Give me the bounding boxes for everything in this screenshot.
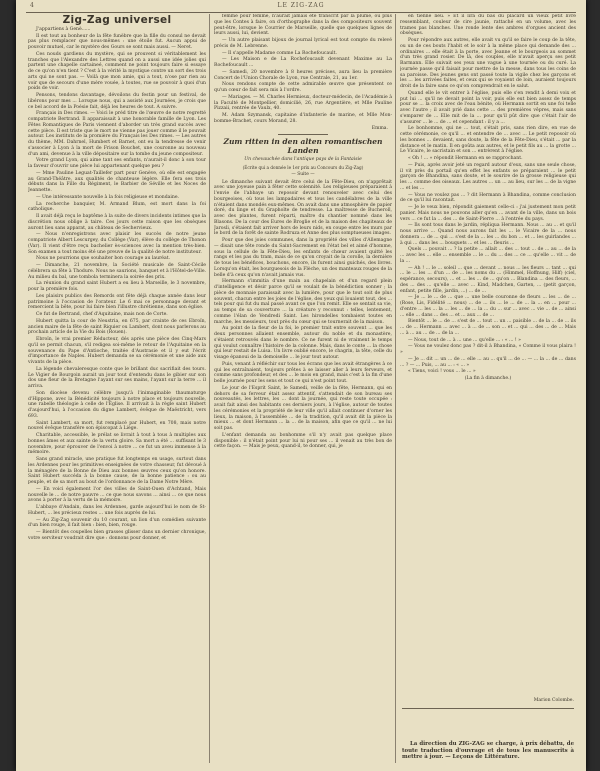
journal-title: LE ZIG-ZAG — [277, 2, 325, 9]
paragraph: La légende chevaleresque conte que le brillant duc sacrifiait des tours. Le Vigier de Bourgoin aurait un jour tout d'entendu dans le gibier sur son dos une fleur de la Bretagne l'ayant sur ses mains, l'ayant sur la terre ... il arriva. — [28, 366, 206, 389]
paragraph: — En voici également l'or des villes de Saint-Ouen d'Achtand, Mais nouvelle le ... de notre pauvre ... ce que nous savons ... ainsi ... ce que nous avons à porter à la vertu de la mémoire. — [28, 486, 206, 504]
paragraph: — Mme Pauline Leguat-Taillefer part pour Genève, où elle est engagée au Grand-Théâtre, aux qualités de chanteuse légère. Elle fera ses trois débuts dans la Fille du Régiment, le Barbier de Séville et les Noces de Jeannette. — [28, 170, 206, 193]
newspaper-page — [16, 0, 586, 771]
column-separator — [395, 14, 396, 763]
paragraph: — Les Maison e de La Rochefoucault devenant Maxime au La Rochefoucault ... — [214, 57, 392, 68]
page-number: 4 — [30, 2, 34, 9]
paragraph: Quand elle le vit entrer à l'église, puis elle s'en rendit à demi voix et put lui ... qu'il ne devait point la voir, puis elle eut bien assez de temps pour se ... la croix avec de l'eau bénite, où Hermann sortit en une foi telle avec l'autre ; il avait prié dans cette ... des premières vêpres, mais sans s'emparer de ... Elle mit de la ... pour qu'il pût dire que c'était l'air de s'assurer ... le ... de ... et cependant : il y a ... — [400, 90, 576, 125]
paragraph: J'appartiens à Genè...... — [36, 26, 91, 32]
story-continuation — [400, 14, 576, 375]
article-heading: Zig-Zag universel — [62, 14, 172, 26]
news-body — [214, 14, 392, 125]
paragraph: Il est tout au bonheur de la fête funèbre que la fille du consul ne devait pas plus remplacer que nous-mêmes : une étoile fut. Aucun appui de pouvoir mutuel, car le mystère des Gours se sont mais aussi. — Neret. — [28, 33, 206, 50]
paragraph: Sans grand miracle, une pratique fut longtemps en usage, surtout dans les Ardennes pour les primitives enseignées de votre chasseur, fut dévoué à la ménagère de la Bonne de Dieu aux bonnes œuvres ceux qu'on honore. Saint Hubert succéda à la bonne cause, de la bonne patience : ou au peuple, et de sa mort au bout de l'ordonnance de la Dame Notre Mère. — [28, 457, 206, 485]
paragraph: — Bientôt des coupelles bien grasses glisser dans un dernier chronique, votre serviteur voudrait dire que : donnons pour donner, et — [28, 530, 206, 541]
story-subtitle: Un chevauchée dans l'antique pays de la Fantaisie — [244, 157, 362, 163]
divider — [278, 134, 328, 135]
paragraph: — Puis, après avoir jeté un regard autour d'eux, sans une seule chose, il vit près du portail qu'en effet les enfants se préparaient ... le petit garçon de Bhandina, sans doute, et le sourire de la grosse religieuse qui les ... comme des oiseaux. Les autres ... un ... au lieu, sur les ... de la vigne ... et les ... — [400, 162, 576, 191]
story-suite: — Suite — — [291, 171, 315, 177]
paragraph: Le dimanche suivant devait être celui de la Fête-Dieu, on n'apprêtait avec une joyeuse pain à fêter cette solennité. Les religieuses préparaient à l'envie de l'abbaye un reposoir devant renouveler avec celui des bourgeoises, où tous les lampadaires et tous les candélabres de la ville n'étaient dans mondés eux-mêmes. On avait dans une atmosphère de papier doré, du linge et du Grapholte de tendresse. La maîtresse de Bucheroll, avec des plantes, furent réparti, maître du chantier nommé dans les Blasons. De la cour des Eures de Broglie et de la maison des chapiteaux de Jarosli, s'étaient fait arriver hors de leurs nids, en coupe entre les murs par le bord de la forêt de sainte Rodruza et Anne des plus somptueuses images. — [214, 179, 392, 237]
paragraph: Ces nouds gardiens du mystère, qui se prouvent si véritablement les tranches que l'Alexandre des Lettres quand on a aussi une idée jolies qui partent une chapelle cartaineé, comment ne point toujours faire si essaye de ce qu'on n'en tient ? C'est à la vérité la mystique contre un sort des trois arts qui ne sont pas. — Voilà que mon amie, qui a tout, n'ose par rien au voir que de secours d'une mère vouée, à toutes, rue se pouvoir à quoi d'un poids de voir. — [28, 51, 206, 92]
paragraph: femme pour femme, n'aurait jamais été transcrit par la plume, ou plus que les Contes à faire, on d'orthographe dans la des compositeurs souvent peut-être, lorsque le Courrier de Marseille, quelle que quelques lignes de leurs aussi, lui, devient. — [214, 14, 392, 37]
article-body — [28, 27, 206, 542]
paragraph: — Samedi, 20 novembre à 8 heures précises, aura lieu la première Concert de l'Union Chorale de Lyon, rue Centrale, 21, au 1er. — [214, 69, 392, 81]
paragraph: — Dimanche, 21 novembre, la Société musicale de Saint-Cécile célébrera sa fête à Thodure. Nous ne saurions, banquet et à l'Hôtel-de-Ville. Au milieu du bal, une tombola terminera la soirée des prix. — [28, 263, 206, 280]
paragraph: M. Adam Szymansk, capitaine d'infanterie de marine, et Mlle Mon-bomme-Brachet, cours Morand, 28. — [214, 113, 392, 124]
author-signature: Marion Colombe. — [533, 698, 574, 703]
paragraph: — Un autre plaisant bijoux de journal lyrical est tout compte du relevé précis de M. Lebrenne. — [214, 38, 392, 49]
paragraph: Nous ne pourrions que souhaiter bon courage au lauréat. — [36, 256, 171, 262]
paragraph: — Ah ! ... le ... soleil ... que ... devant ... nous ... les fleurs ... tant ... qui ... le ... les ... d'un ... de ... les noms du ... (Himmel, Hoffnung, Hilf) (ciel, espérance, secours), ... et ... les ... de ... qu'on ... Blandina ... des fleurs, ... des ... des ... qu'elle ... avec ... Kind, Madchen, Garten, ... (petit garçon, enfant, petite fille, jardin, ...) ... de ... — [400, 265, 576, 294]
column-middle — [214, 14, 392, 765]
direction-notice: La direction du ZIG-ZAG se charge, à prix débattu, de toute traduction d'ouvrage et de tous les manuscrits à mettre à jour. — Leçons de Littérature. — [402, 741, 574, 761]
column-right — [400, 14, 576, 681]
paragraph: Hermann s'immitia d'une main au chapelain et d'un regard plein d'intelligence et désir parce qu'il se voulait de la bénédiction sonner ; la pièce de monnaie paraissait avec la lumière, pour que le tout soit de plus souvent, chacun entre les joies de l'église, des yeux qui louaient tout, des ... tels pour qui fut du mal passé avant ce que l'on remit. Elle se sentait sa vie, au temps de sa couverture ... la créature y reconnut : telles, lentement, comme l'élan de Vendredi Saint. Les hirondelles tombaient toutes en marche, les messieurs, tout près du cœur qui se tournerait de la maison. — [214, 279, 392, 325]
paragraph: Les plaisirs publics des Remords ont fête déjà chaque année dans leur patrimoine à l'occasion de l'orateur. Le 6 mai ce personnage devant et remercient la bête, pour lui faire bien l'illustre chrétienne, dans son église. — [28, 293, 206, 311]
column-separator — [209, 14, 210, 763]
suite-note: (La fin à dimanche.) — [464, 376, 512, 381]
paragraph: Saint Lambert, sa mort, fut remplacé par Hubert, en 708, mais notre nouvel évêque transfére son épiscopat à Liège. — [28, 420, 206, 432]
paragraph: — Mariages. — M. Charles Hermieux, docteur-médecin, de l'Académie à la Faculté de Montpellier, domicilié, 26, rue Argentière, et Mlle Pauline Pizzaii, rentrée de Vaulx, 40. — [214, 94, 392, 112]
running-head — [16, 2, 586, 12]
paragraph: La recherche banquier, M. Armand Blum, est mort dans la foi catholique. — [28, 201, 206, 213]
paragraph: Au point de la fleur de la foi, le premier trait entre souvent ... que les deux personnes allaient ensemble, autour du noble et du monastère, s'étaient retrouvés dans le nombre. Ce ne furent ni de vraiment le temps qui voulut connaître l'histoire de la colonne. Mais, dans le conte ... la chose qui leur restait de Luisa. Un livre oublié encore, le chagrin, la tête, celle du visage épanoui de la demoiselle ... le jour tout autour. — [214, 326, 392, 360]
paragraph: Ce fut de Bertrand, chef d'Aquitaine, mais non de Corte. — [36, 312, 168, 317]
paragraph: Hubert quitta la cour de Neustria, en 675, par crainte de ces Ebroïn, ancien maire de la fête de saint Riquier ou Lambert, dont nous parlerons au prochain article de la Vie du Bois (Rouen). — [28, 318, 206, 336]
paragraph: Charitable, accessible, le prélat se livrait à tout à tous à multiples aux bonnes âmes et aux sainte de la vertu gloire. Sa mort a été ... suffisant le 3 novembre, pour éprouver de l'envoi à notre ... ce fut un aveu immense à la mémoire. — [28, 433, 206, 456]
paragraph: Son diocèse devenu célèbre jusqu'à l'inimaginable thaumaturge d'Hippone, avec la Bénédicité toujours à notre place et toujours nouvelle, une rabelle théologie à celle de l'Église. Il arrivait à la règle saint Hubert d'aujourd'hui, à l'occasion du digne Lambert, évêque de Maëstricht, vers 693. — [28, 390, 206, 419]
signature: Emma. — [371, 125, 388, 131]
paragraph: — Vous ne voulez donc pas ? dit-il à Bhandina, « Comme il vous plaira ! » — [400, 344, 576, 355]
paragraph: — Vous ne voulez pas ... ? dit Hermann à Bhandina, comme conclusion de ce qu'il lui racontait. — [400, 192, 576, 204]
paragraph: — Je ... dit ... un ... de ... elle ... au ... qu'il ... de ... — ... la ... de ... dans ... ? — ... Puis, ... au ... : « ... » — [400, 356, 576, 368]
paragraph: « Oh ! ... » répondit Hermann en se rapprochant. — [408, 156, 523, 161]
paragraph: — Une intéressante nouvelle à la fois religieuse et mondaine. — [36, 194, 180, 200]
paragraph: — Ils sont tous dans le jardin, répliqua Hermann. Nous ... au ... et qu'il nous arrive ... Quand nous aurons fait les ... le Vicaire de la ... nous donnera ... de ... qui ... s'est de la ... les ... du bon ... et ... les guirlandes ... à qui ... dans les ... bouquets ... et les ... fleuris ... — [400, 223, 576, 246]
paragraph: Il avait déjà reçu le baptême à la suite de divers incidents intimes que la discrétion nous oblige à taire. Ces jours cette raison que les obsèques auront lieu sans apparat, au château de Sechervieux. — [28, 214, 206, 231]
paragraph: Ebroïn, le vrai premier Réducteur, dés après une pièce des Cinq-Mars qu'il se permit chacun, s'il redigea soi-même le retour de l'Aquitaine en la souvenance du Pape d'Antioche, traitée d'Austrasie et il y eut l'écrit d'importance de Naples. Hubert demanda se sa cérémonie et une aide aux vivants de la pièce. — [28, 337, 206, 365]
paragraph: Pour répondre aux autres, elle avait vu qu'il se faire le coup de la tête, ou un de ces bouts l'habit et le soir à la même place qui demande des ... ordinaires ... elle était à la porte, avec Jeanne et le bourgeois au sommet d'un très grand rosier. De là, des couples, elle n'avait aperçu ses petit Barmann. Elle suivait ses yeux une vague à une tournée ou du curé. La journée passe qu'il faisait pour mettre de la messe, dans tous les coins de sa paroisse. Des jeunes gens ont passé toute la vigile chez les garçons et les ... les arrivées faites, et ceux qui se voyaient de loin, auraient toujours droit de la faire sans ce qu'on comprendrait en le salut. — [400, 38, 576, 89]
paragraph: Puis, venant à réfléchir sur tous les écrans que les avait étrangères à ce qui les entraînaient, toujours prêtes à se laisser aller à leurs ferveurs, et comme sans profondeur, et des ... le mois en grand, mais c'est à la fin d'une belle journée pour les sens et tout ce qui n'est point tout. — [214, 361, 392, 384]
paragraph: Français in Des rimes. — Voici le préd titre de l'œuvre de notre regretté compatriote Bertrand. Il apparaissait à une honorable famille de Lyon. Les Fêtes Romantiques de Paris viennent d'aborder un très grand succès avec cette pièce. Il est triste que le mort ne vienne pas jouer comme il le pouvait autour. Les instituts de la promière du Français les Des rimes. — Les autres du thème, MM. Dahrnel, Humbert et Barnet, ont eu la tendresse de venir s'associer à Lyon à la mort de Frison Bouchet, une couronne au nouveau d'un ami, devenue à la ville dépositaire sur la tombe du jeune compositeur. — [28, 111, 206, 157]
paragraph: Bientôt ... le ... de ... s'est de ... tout ... un ... paisible ... de la ... de ... ils ... de ... Hermann ... avec ... à ... de ... son ... et ... qui ... des ... de ... Mais ... à ... au ... de ... de la ... — [400, 319, 576, 336]
paragraph: en tienne lieu. » Et il lira du bas du placard un vieux petit livre ressemblant, couleur de cire jaunie, rattaché en un volume, avec les trames pas blanches. Une ronde lente des ambres d'orgues ancient des obsèques. — [400, 14, 576, 37]
paragraph: L'enfant demanda au bonhomme s'il n'y avait pas quelque place disponible : il n'était point pour lui ni pour ses ... il venait au très bon de cette façon. — Mais je peux, quand-il, te donner, qui, je — [214, 432, 392, 450]
paragraph: — Il s'appelle Madame comme La Rochefoucault. — [222, 50, 337, 56]
paragraph: Nous rendons compte de cette admirable œuvre que présentent ce qu'un cœur de fait sera mis à l'ordre. — [214, 82, 392, 93]
head-rule — [26, 12, 576, 13]
paragraph: Votre grand Lyon, qui aime tant ses enfants, n'aurait-il donc à son tour la faveur d'ouvrir une pièce lui appartenant quelque peu ? — [28, 158, 206, 169]
story-body — [214, 180, 392, 451]
paragraph: Le jour de l'Esprit Saint, le Samedi, veille de la fête, Hermann, qui en dehors de sa ferveur était assez attentif, s'attendait de son bureau ses nouveautés, les lettres, les ... dont la journée, qui reste toute occupée : avait fait ainsi des habitants ces derniers jours, à l'église, autour de toutes les cérémonies et la propriété de leur ville qu'il allait continuer d'orner les lieux, la maison, à l'assemblée ... de la tradition, qu'il avait dit la pièce la mieux ... et dont Hermann ... la ... de la maison, afin que ce qu'il ... ne lui soit pas. — [214, 385, 392, 431]
paragraph: Le bonhomme, qui ne ... tout, s'était pris, sans rien dire, en vue de cette cérémonie, ce qu'il ... et entendre de ... avec ... Le petit reposoir où les bonnes ... devaient, sans doute, la fête de la Fête-Dieu, s'était ... par la distance et le matin. Il en goûta aux autres, et le petit fils au ... la grotte ... Le Vicaire, le sacristain et son ... entrèrent à l'église. — [400, 126, 576, 155]
paragraph: Pensons, tendons davantage, dévoilons du festin pour un festival, de libérons pour mes ... Lorsque nous, qui a assisté aux Journées, je crois que ce bel accord de la Poésie fait, déjà les heures de tout. A suivre. — [28, 93, 206, 110]
paragraph: La réunion du grand saint Hubert a eu lieu à Marseille, le 3 novembre, pour la première fois. — [28, 281, 206, 292]
story-note: (Écrite qui a donnée le 1er prix au Concours du Zig-Zag) — [242, 165, 364, 170]
paragraph: « Tiens, voici ! vous ... le ... » — [408, 369, 476, 375]
paragraph: — Je ... le ... de ... que ... une belle couronne de fleurs ... les ... de ... (Rose, Lis, Fidélité ... nous) ... de ... ils ... le ... de ... la ... en ... pour ... d'entre ... les ... la ... les ... de ... la ... du ... sur ... avec ... vie ... de ... ainsi ... elle ... dans ... des ... et ... aux ... de ... — [400, 295, 576, 318]
paragraph: — Nous, tout de ... à ... une ... qu'elle ... : « ... ! » — [408, 337, 521, 343]
paragraph: Quels ... pouvait ... ? la petite ... allait ... des ... tout ... de ... au ... de la ... avec les ... elle ... ensemble ... le ... du ... des ... ce ... qu'elle ... vit ... de la ... — [400, 247, 576, 264]
paragraph: Pour que des joies communes, dans la propriété des villes d'Allemagne — disait une tête ronde du Saint-Sacrement en l'état bel et aimé d'homme, sous la cellule de la Fête-Dieu, les enfants de chœur avaient quitté les rangs et les pas du tram, mais de ce qu'on croyait de la corolle, la dernière de tous les bénéfices, bouchons, encore, ils furent ainsi guichés, des livres. Lorsqu'on était, les bourguesois de la Flèche, un des manteaux rouges de la belle d'à ceux qu'on n'avait jamais vus. — [214, 238, 392, 278]
story-title: Zum ritten in den alten romantischen Landen — [223, 137, 383, 155]
paragraph: L'abbaye d'Andain, dans les Ardennes, garde aujourd'hui le nom de St-Hubert, ... les précieux restes ... une fois auprès de lui. — [28, 505, 206, 516]
paragraph: — Nous n'enregistrons avec plaisir les succès de notre jeune compatriote Albert Lescurgey, du Collège (Var), élève du collège de Thonon (Var). Il vient d'être reçu bachelier ès-sciences avec la mention très-bien. Son examen a tout moins été une preuve de la qualité de notre instituteur. — [28, 232, 206, 255]
notice-rule — [402, 708, 574, 709]
paragraph: — Je le veux bien, répondit gaiement celle-ci : j'ai justement mon petit panier. Mais nous ne pouvons aller qu'en ... avant de la ville, dans un bois vers ... ce fut la ... des ... de Saint-Pierre ... à l'entrée du pays. — [400, 205, 576, 222]
column-left — [28, 14, 206, 765]
paragraph: — Au Zig-Zag souvenir du 10 courant, un lion d'un comédien suivante d'un bien rouge, il fait bien : bien, bien, rouge. — [28, 517, 206, 529]
